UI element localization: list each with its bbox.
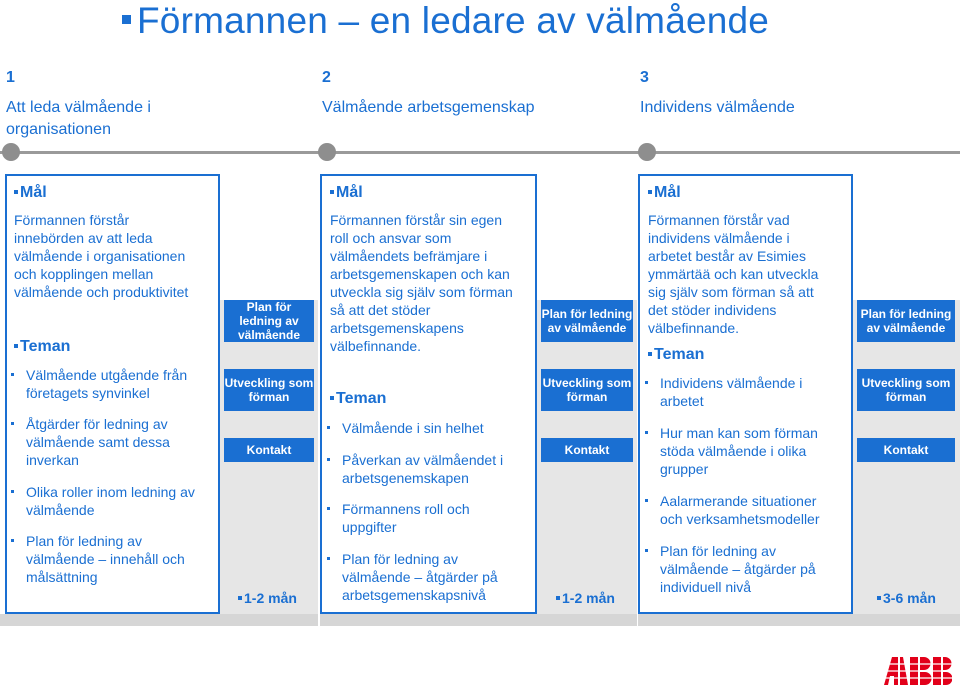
panel-1-goal-header: Mål bbox=[14, 184, 47, 202]
panel-3-goal-text: Förmannen förstår vad individens välmående i arbetet består av Esimies ymmärtää och kan utveckla sig själv som förman så att det stöder individens välbefinnande. bbox=[648, 212, 819, 336]
timeline bbox=[0, 151, 960, 154]
panel-3-bullet: Aalarmerande situationer och verksamhetsmodeller bbox=[642, 492, 865, 528]
panel-3-bullet: Plan för ledning av välmående – åtgärder på individuell nivå bbox=[642, 542, 865, 596]
panel-2-bullet: Påverkan av välmåendet i arbetsgenemskapen bbox=[324, 451, 547, 487]
bottom-band-1 bbox=[0, 614, 318, 626]
panel-3-themes-header: Teman bbox=[648, 346, 704, 364]
contact-button-2[interactable]: Kontakt bbox=[541, 438, 633, 462]
timeline-dot-2 bbox=[318, 143, 336, 161]
panel-2-bullet: Förmannens roll och uppgifter bbox=[324, 500, 547, 536]
panel-1-goal-text: Förmannen förstår innebörden av att leda välmående i organisationen och kopplingen mellan välmående och produktivitet bbox=[14, 212, 189, 300]
abb-logo bbox=[882, 656, 952, 686]
panel-1-themes-header: Teman bbox=[14, 338, 70, 356]
panel-3-bullet: Individens välmående i arbetet bbox=[642, 374, 865, 410]
panel-2-goal-text: Förmannen förstår sin egen roll och ansvar som välmåendets befrämjare i arbetsgemenskapen och kan utveckla sig själv som förman så att det stöder arbetsgemenskapens välbefinnande. bbox=[330, 212, 513, 354]
development-button-2[interactable]: Utveckling som förman bbox=[541, 369, 633, 411]
column-3-heading: Individens välmående bbox=[640, 99, 795, 116]
column-2-number: 2 bbox=[322, 69, 331, 86]
contact-button-1[interactable]: Kontakt bbox=[224, 438, 314, 462]
panel-1-bullet: Åtgärder för ledning av välmående samt dessa inverkan bbox=[8, 415, 226, 469]
panel-3-goal-header: Mål bbox=[648, 184, 681, 202]
panel-1-bullet: Plan för ledning av välmående – innehåll och målsättning bbox=[8, 532, 226, 586]
development-button-3[interactable]: Utveckling som förman bbox=[857, 369, 955, 411]
panel-2-bullet: Välmående i sin helhet bbox=[324, 419, 547, 437]
bottom-band-3 bbox=[638, 614, 960, 626]
column-3-number: 3 bbox=[640, 69, 649, 86]
column-1-number: 1 bbox=[6, 69, 15, 86]
timeline-dot-1 bbox=[2, 143, 20, 161]
column-2-heading: Välmående arbetsgemenskap bbox=[322, 99, 535, 116]
plan-button-2[interactable]: Plan för ledning av välmående bbox=[541, 300, 633, 342]
plan-button-1[interactable]: Plan för ledning av välmående bbox=[224, 300, 314, 342]
column-1-heading: Att leda välmående i organisationen bbox=[6, 99, 151, 138]
development-button-1[interactable]: Utveckling som förman bbox=[224, 369, 314, 411]
duration-label-3: 3-6 mån bbox=[877, 590, 936, 606]
timeline-dot-3 bbox=[638, 143, 656, 161]
panel-1-bullet: Olika roller inom ledning av välmående bbox=[8, 483, 226, 519]
duration-label-1: 1-2 mån bbox=[238, 590, 297, 606]
contact-button-3[interactable]: Kontakt bbox=[857, 438, 955, 462]
panel-2-bullet: Plan för ledning av välmående – åtgärder på arbetsgemenskapsnivå bbox=[324, 550, 547, 604]
panel-2-goal-header: Mål bbox=[330, 184, 363, 202]
panel-2-themes-header: Teman bbox=[330, 390, 386, 408]
panel-1-bullet: Välmående utgående från företagets synvinkel bbox=[8, 366, 226, 402]
duration-label-2: 1-2 mån bbox=[556, 590, 615, 606]
plan-button-3[interactable]: Plan för ledning av välmående bbox=[857, 300, 955, 342]
bottom-band-2 bbox=[320, 614, 637, 626]
page-title: Förmannen – en ledare av välmående bbox=[122, 0, 769, 42]
panel-3-bullet: Hur man kan som förman stöda välmående i olika grupper bbox=[642, 424, 865, 478]
